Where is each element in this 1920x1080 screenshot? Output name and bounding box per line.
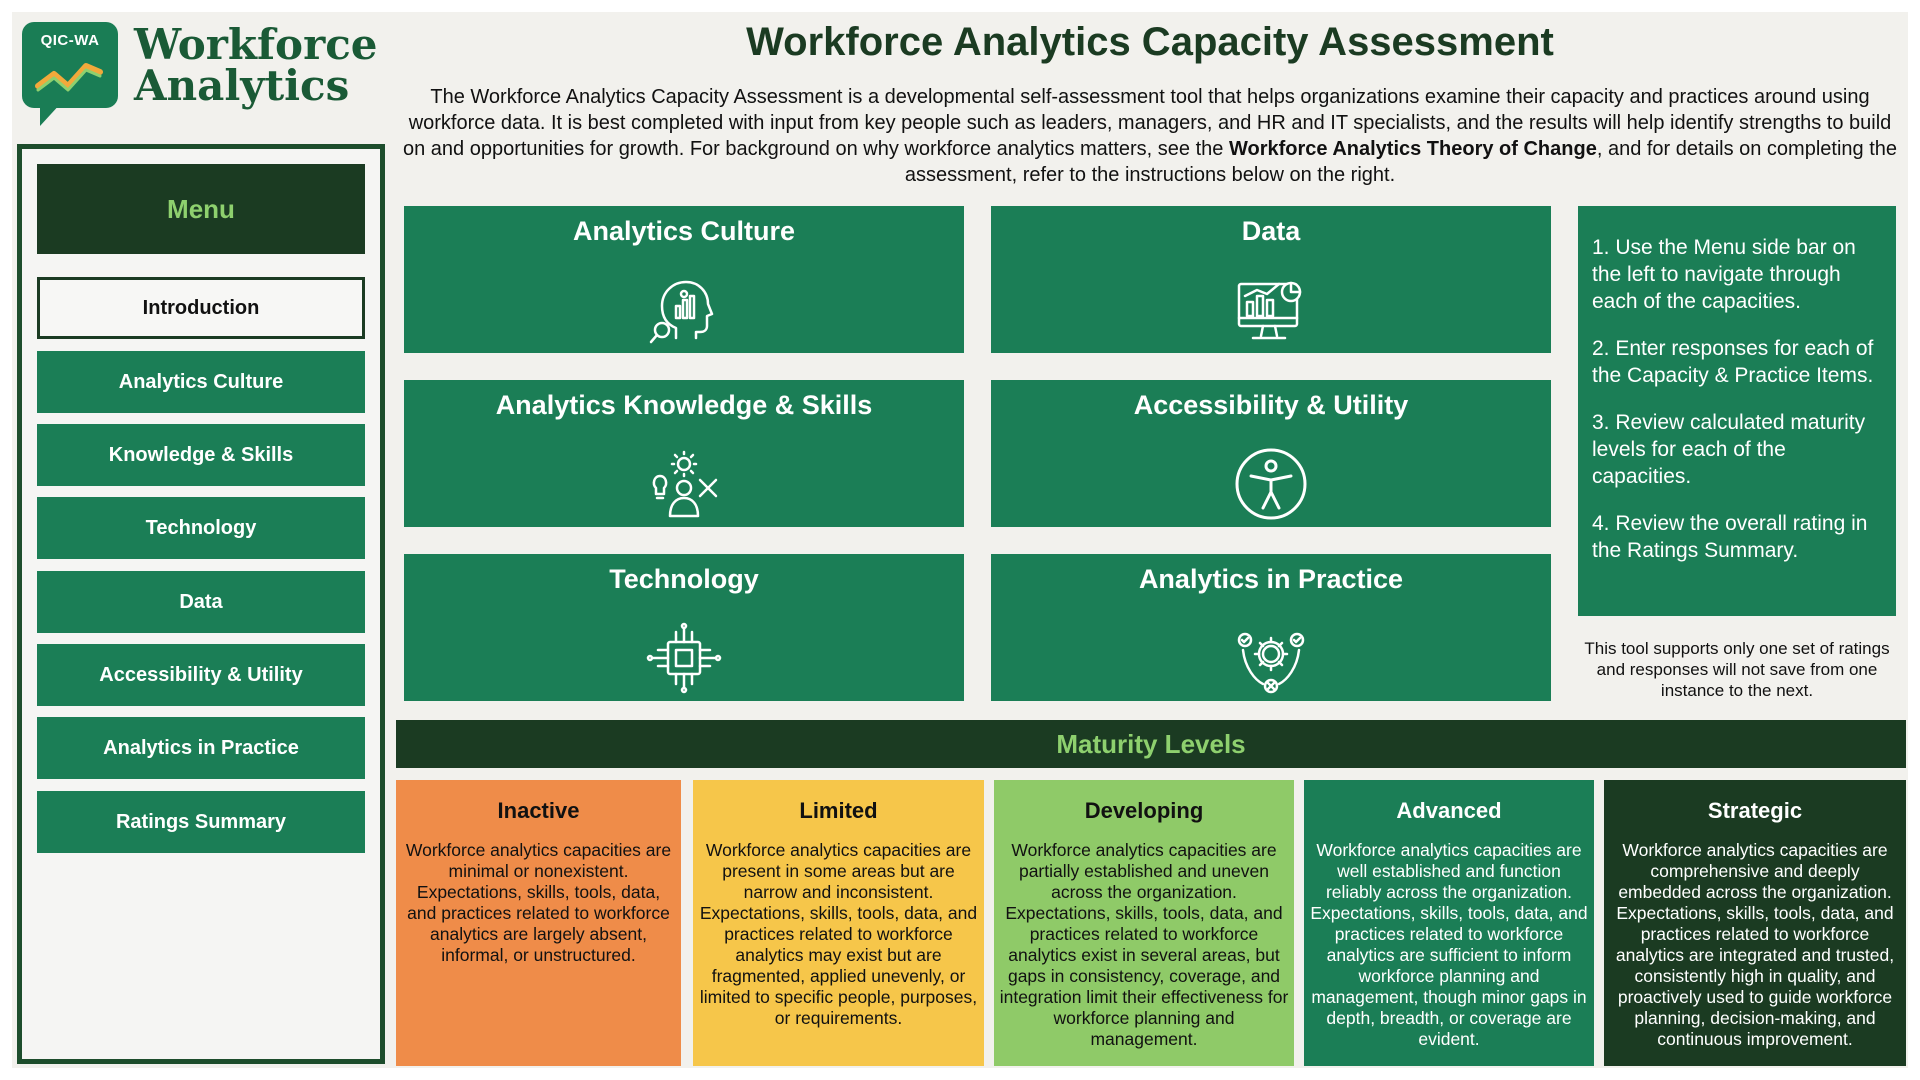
sidebar-item-ratings-summary[interactable]: Ratings Summary [37,791,365,853]
instruction-step: 1. Use the Menu side bar on the left to navigate through each of the capacities. [1592,236,1856,313]
logo-wordmark [134,20,378,110]
intro-text-1: The Workforce Analytics Capacity Assessment is a developmental self-assessment tool that helps organizations examine their capacity and practices around using workforce data. It is best completed with input from key people such as leaders, managers, and HR and IT specialists, and the results will help identify strengths to build on and opportunities for growth. For background on why workforce analytics matters, see the [402,86,1892,160]
instructions-panel [1578,206,1896,616]
level-card-inactive [396,780,681,1066]
level-description: Workforce analytics capacities are comprehensive and deeply embedded across the organization. Expectations, skills, tools, data, and practices related to workforce analytics are integrated and trusted, consistently high in quality, and proactively used to guide workforce planning, decision-making, and continuous improvement. [1615,840,1895,1049]
tile-analytics-in-practice[interactable] [991,554,1551,701]
maturity-levels-header: Maturity Levels [396,720,1906,768]
logo-abbreviation: QIC-WA [40,32,100,49]
level-description: Workforce analytics capacities are present in some areas but are narrow and inconsistent. Expectations, skills, tools, data, and practices related to workforce analytics may exist but are fragmented, applied unevenly, or limited to specific people, purposes, or requirements. [699,840,978,1028]
tile-title: Data [1241,216,1301,246]
gear-cycle-icon [1233,620,1309,696]
level-title: Limited [799,798,878,823]
level-card-developing [994,780,1294,1066]
logo-word-2: Analytics [134,61,350,110]
level-card-limited [693,780,984,1066]
sidebar-item-introduction[interactable]: Introduction [37,277,365,339]
tile-title: Accessibility & Utility [1133,390,1409,420]
tile-title: Analytics Knowledge & Skills [495,390,873,420]
instruction-step: 3. Review calculated maturity levels for each of the capacities. [1592,411,1866,488]
level-title: Strategic [1707,798,1803,823]
level-card-strategic [1604,780,1906,1066]
logo-word-1: Workforce [134,20,378,69]
instruction-step: 2. Enter responses for each of the Capacity & Practice Items. [1592,337,1874,387]
level-card-advanced [1304,780,1594,1066]
sparkline-icon [34,56,106,96]
level-description: Workforce analytics capacities are minimal or nonexistent. Expectations, skills, tools, data, and practices related to workforce analytics are largely absent, informal, or unstructured. [405,840,672,965]
level-title: Developing [1084,798,1204,823]
tile-analytics-knowledge-skills[interactable] [404,380,964,527]
sidebar-item-analytics-in-practice[interactable]: Analytics in Practice [37,717,365,779]
tile-data[interactable] [991,206,1551,353]
level-description: Workforce analytics capacities are well established and function reliably across the organization. Expectations, skills, tools, data, and practices related to workforce analytics are sufficient to inform workforce planning and management, though minor gaps in depth, breadth, or coverage are evident. [1310,840,1588,1049]
sidebar-item-analytics-culture[interactable]: Analytics Culture [37,351,365,413]
level-title: Inactive [497,798,580,823]
level-description: Workforce analytics capacities are partially established and uneven across the organization. Expectations, skills, tools, data, and practices related to workforce analytics exist in several areas, but gaps in consistency, coverage, and integration limit their effectiveness for workforce planning and management. [999,840,1289,1049]
monitor-chart-icon [1233,272,1309,348]
tile-title: Technology [609,564,759,594]
accessibility-icon [1233,446,1309,522]
logo-bubble-tail [40,102,62,126]
sidebar [17,144,385,1064]
tile-analytics-culture[interactable] [404,206,964,353]
head-analytics-icon [646,272,722,348]
instruction-step: 4. Review the overall rating in the Ratings Summary. [1592,512,1868,562]
menu-header: Menu [37,164,365,254]
person-skills-icon [646,446,722,522]
theory-of-change-link[interactable]: Workforce Analytics Theory of Change [1228,138,1597,160]
tile-technology[interactable] [404,554,964,701]
tile-title: Analytics in Practice [1138,564,1404,594]
sidebar-item-data[interactable]: Data [37,571,365,633]
sidebar-item-technology[interactable]: Technology [37,497,365,559]
intro-text-2: , and for details on completing the assessment, refer to the instructions below on the right. [904,138,1898,186]
tile-title: Analytics Culture [572,216,796,246]
tile-accessibility-utility[interactable] [991,380,1551,527]
level-title: Advanced [1396,798,1502,823]
chip-icon [646,620,722,696]
sidebar-item-accessibility-utility[interactable]: Accessibility & Utility [37,644,365,706]
sidebar-item-knowledge-skills[interactable]: Knowledge & Skills [37,424,365,486]
page-title: Workforce Analytics Capacity Assessment [746,20,1554,64]
logo [22,20,378,130]
save-note: This tool supports only one set of ratings and responses will not save from one instance to the next. [1584,639,1890,700]
intro-paragraph [400,84,1900,188]
